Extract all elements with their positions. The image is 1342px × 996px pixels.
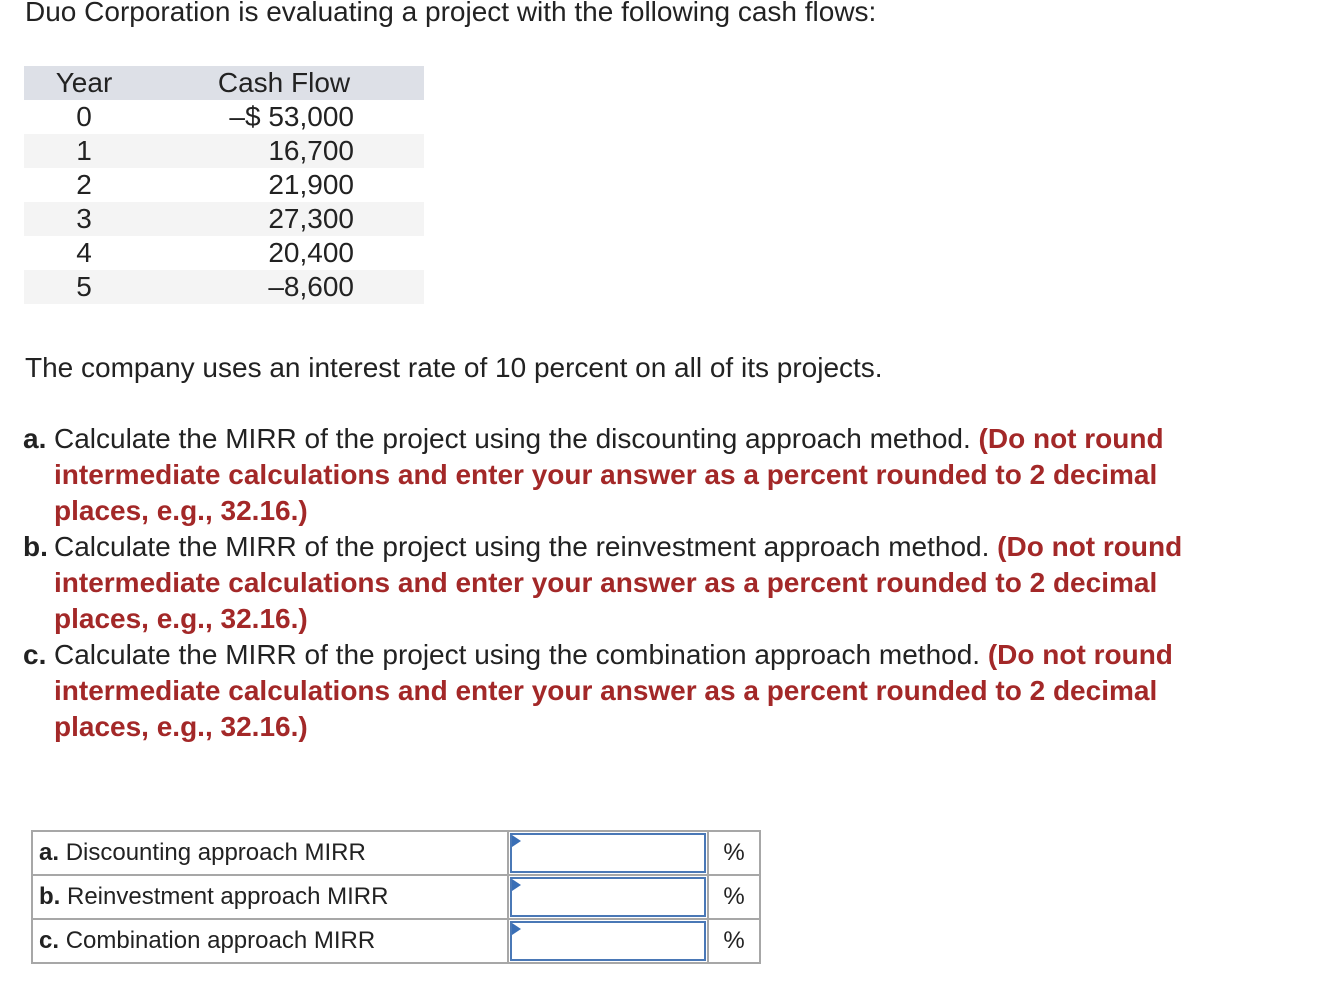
question-text: Calculate the MIRR of the project using the combination approach method. [54, 639, 981, 670]
question-b [23, 529, 1253, 637]
reinvestment-mirr-input[interactable] [510, 877, 706, 917]
problem-intro: Duo Corporation is evaluating a project with the following cash flows: [25, 0, 877, 27]
answer-row-a [32, 831, 760, 875]
answer-table [31, 830, 761, 964]
answer-row-b [32, 875, 760, 919]
table-row [24, 134, 424, 168]
answer-label-text: Discounting approach MIRR [65, 839, 366, 866]
question-letter: a. [23, 423, 47, 454]
table-row [24, 202, 424, 236]
answer-letter: b. [39, 883, 61, 910]
flag-marker-icon [512, 923, 521, 935]
answer-input-cell [508, 831, 708, 875]
question-note: (Do not round intermediate calculations and enter your answer as a percent rounded to 2 decimal places, e.g., 32.16.) [54, 639, 1173, 742]
year-cell: 0 [76, 101, 92, 132]
year-header: Year [24, 66, 144, 100]
answer-label [32, 875, 508, 919]
discounting-mirr-input[interactable] [510, 833, 706, 873]
cash-flow-cell: –$ 53,000 [229, 101, 354, 132]
cash-flow-cell: 16,700 [144, 134, 424, 168]
year-cell: 4 [76, 237, 92, 268]
question-list [23, 421, 1253, 745]
answer-label [32, 919, 508, 963]
cash-flow-header: Cash Flow [144, 66, 424, 100]
table-row [24, 270, 424, 304]
answer-label-text: Reinvestment approach MIRR [67, 883, 389, 910]
year-cell: 2 [76, 169, 92, 200]
answer-row-c [32, 919, 760, 963]
cash-flow-cell: 21,900 [268, 169, 354, 200]
question-c [23, 637, 1253, 745]
question-a [23, 421, 1253, 529]
interest-rate-statement: The company uses an interest rate of 10 percent on all of its projects. [25, 352, 883, 383]
question-text: Calculate the MIRR of the project using the discounting approach method. [54, 423, 971, 454]
answer-label-text: Combination approach MIRR [65, 927, 376, 954]
answer-label [32, 831, 508, 875]
question-note: (Do not round intermediate calculations and enter your answer as a percent rounded to 2 decimal places, e.g., 32.16.) [54, 531, 1183, 634]
question-letter: b. [23, 531, 48, 562]
flag-marker-icon [512, 879, 521, 891]
table-header-row [24, 66, 424, 100]
cash-flow-cell: –8,600 [144, 270, 424, 304]
flag-marker-icon [512, 835, 521, 847]
cash-flow-cell: 20,400 [268, 237, 354, 268]
answer-letter: c. [39, 927, 60, 954]
year-cell: 5 [24, 270, 144, 304]
table-row [24, 236, 424, 270]
percent-unit: % [708, 831, 760, 875]
combination-mirr-input[interactable] [510, 921, 706, 961]
question-letter: c. [23, 639, 47, 670]
percent-unit: % [708, 919, 760, 963]
answer-input-cell [508, 875, 708, 919]
cash-flow-table [24, 66, 424, 304]
question-text: Calculate the MIRR of the project using the reinvestment approach method. [54, 531, 990, 562]
table-row [24, 100, 424, 134]
question-note: (Do not round intermediate calculations and enter your answer as a percent rounded to 2 decimal places, e.g., 32.16.) [54, 423, 1164, 526]
answer-input-cell [508, 919, 708, 963]
table-row [24, 168, 424, 202]
answer-letter: a. [39, 839, 60, 866]
percent-unit: % [708, 875, 760, 919]
year-cell: 1 [24, 134, 144, 168]
cash-flow-cell: 27,300 [144, 202, 424, 236]
year-cell: 3 [24, 202, 144, 236]
